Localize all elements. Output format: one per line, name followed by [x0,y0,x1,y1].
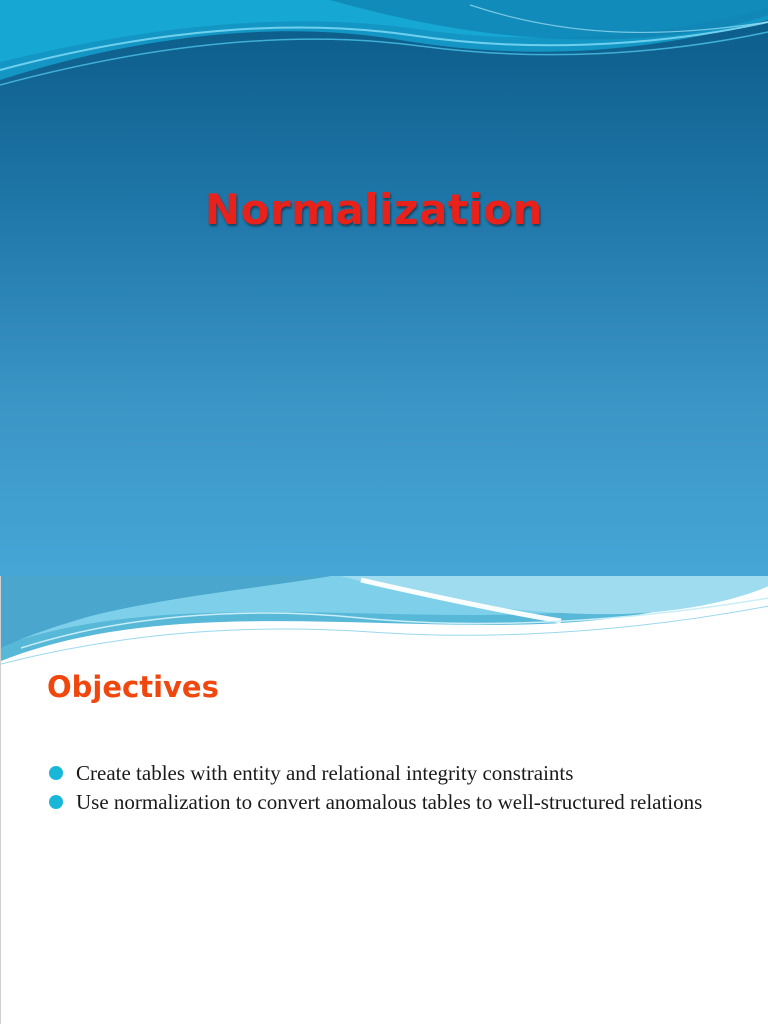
objectives-list [49,760,739,818]
slide2-wave-decoration [1,576,768,666]
bullet-dot-icon [49,766,63,780]
slide-title: Normalization [204,185,544,234]
slide1-wave-decoration [0,0,768,110]
list-item [49,789,739,816]
bullet-text: Create tables with entity and relational integrity constraints [76,761,574,785]
bullet-text: Use normalization to convert anomalous tables to well-structured relations [76,790,703,814]
list-item [49,760,739,787]
bullet-dot-icon [49,795,63,809]
objectives-heading: Objectives [47,670,219,704]
objectives-slide [0,576,768,1024]
